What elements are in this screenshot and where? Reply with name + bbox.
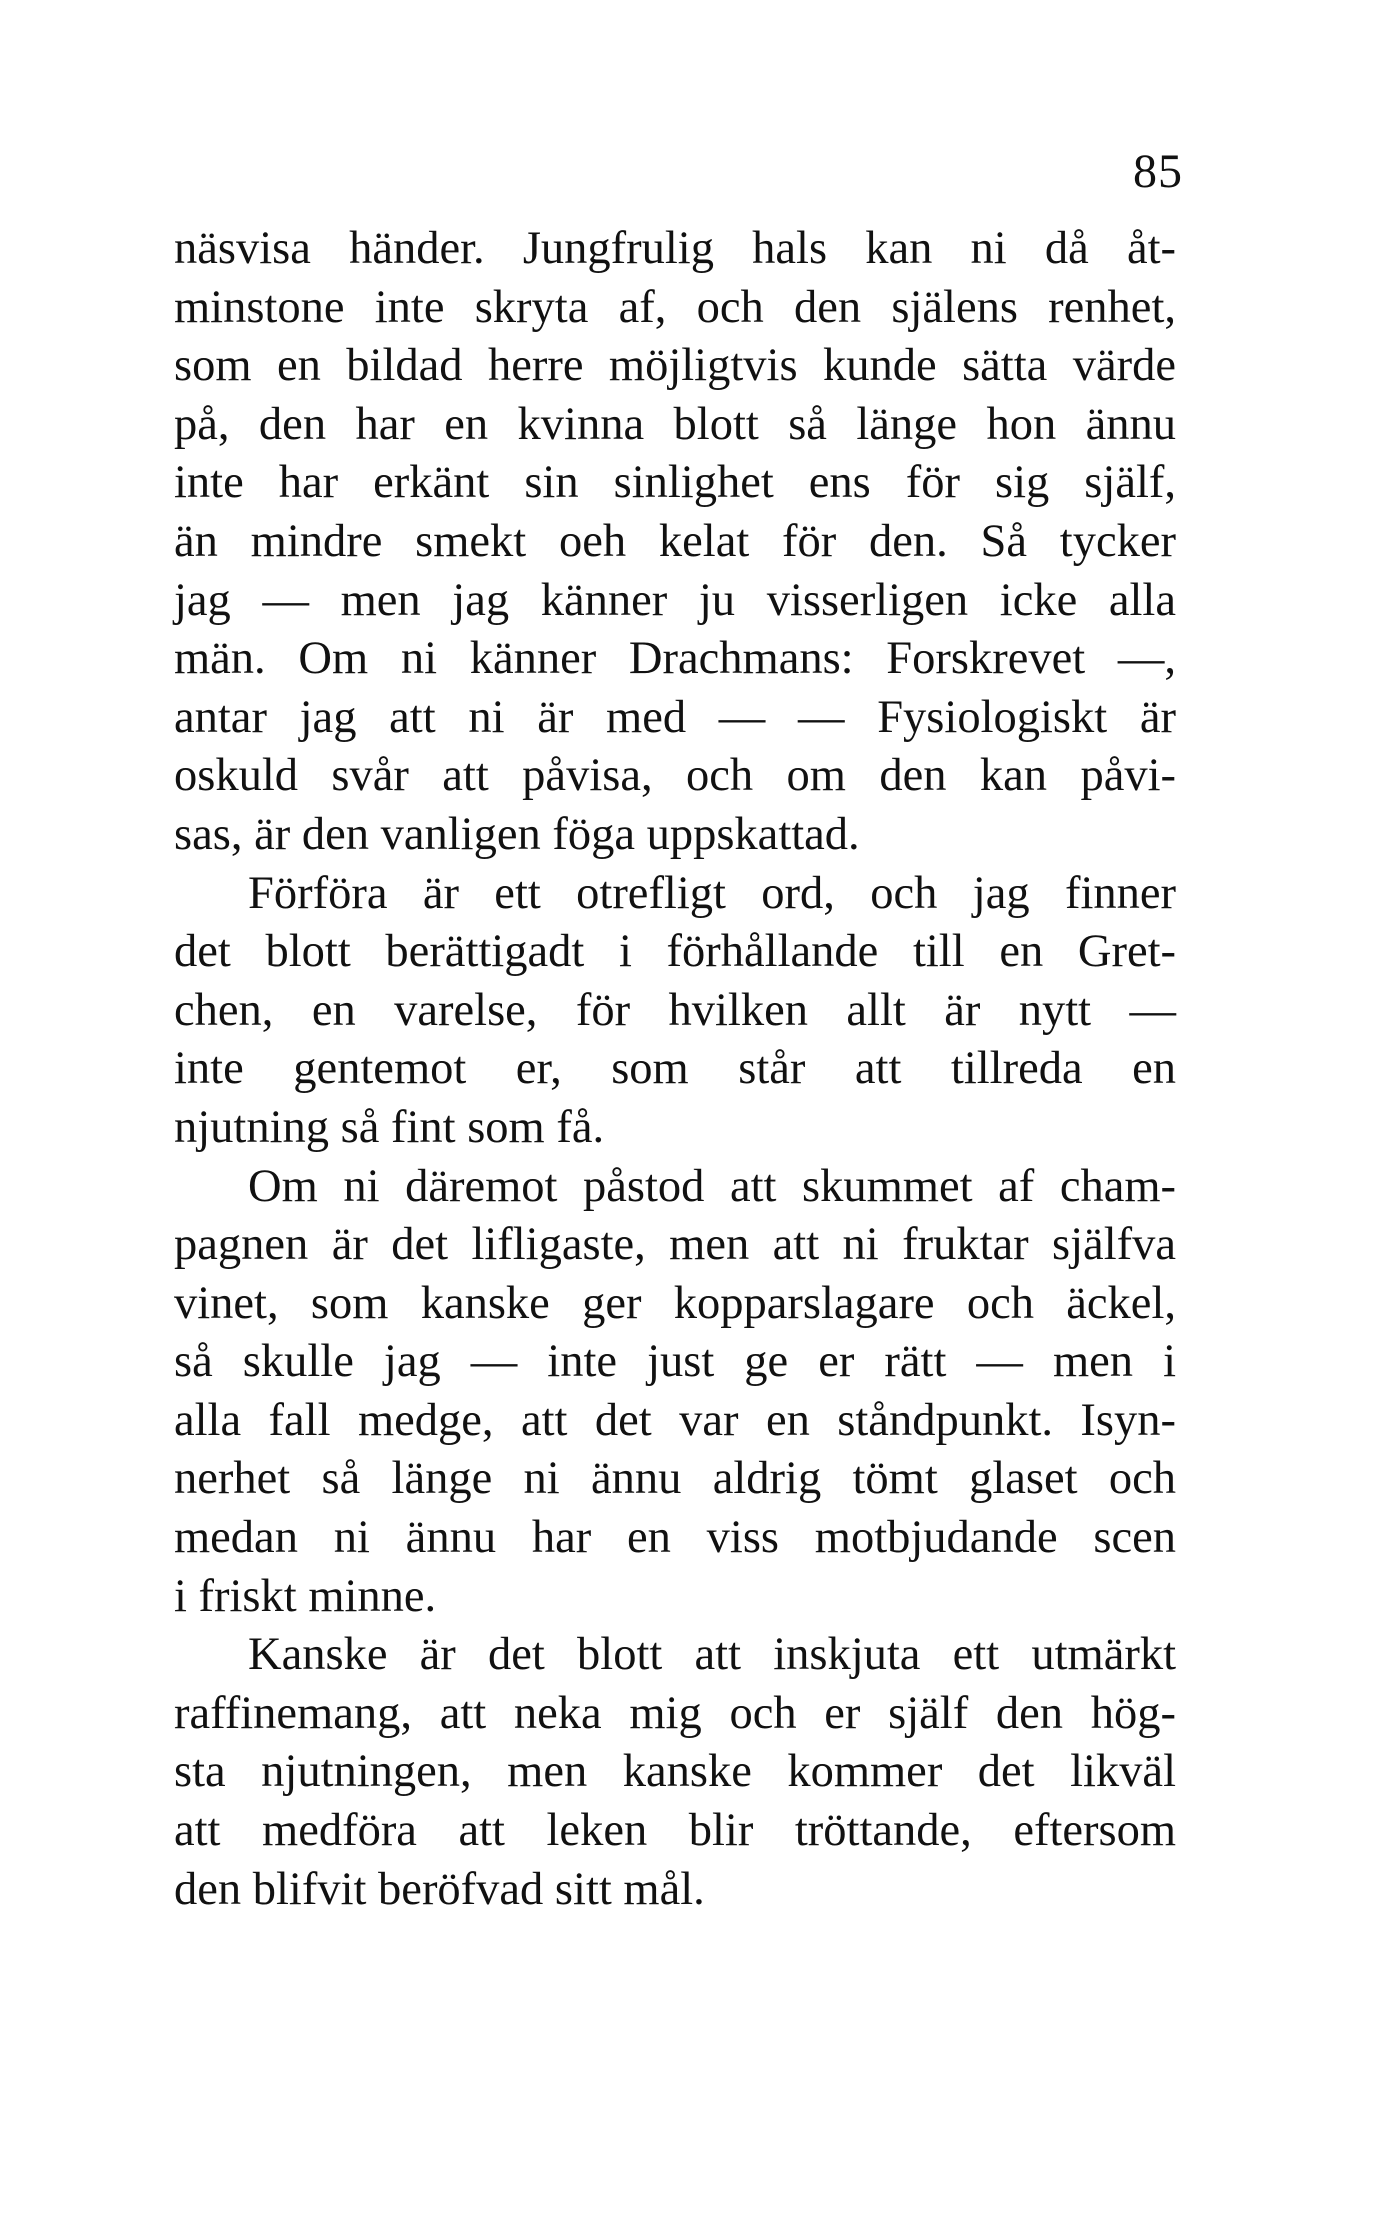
text-line: sas, är den vanligen föga uppskattad.	[174, 808, 860, 860]
text-line: i friskt minne.	[174, 1570, 437, 1622]
text-line: pagnen är det lifligaste, men att ni fruktar själfva	[174, 1219, 1176, 1271]
paragraph-3	[174, 1158, 1176, 1627]
text-line: män. Om ni känner Drachmans: Forskrevet —,	[174, 633, 1176, 685]
text-line: vinet, som kanske ger kopparslagare och äckel,	[174, 1277, 1176, 1329]
paragraph-4	[174, 1626, 1176, 1919]
text-line: Förföra är ett otrefligt ord, och jag finner	[248, 867, 1176, 919]
page-number: 85	[1133, 145, 1183, 198]
page-text	[174, 220, 1176, 1919]
text-line: på, den har en kvinna blott så länge hon ännu	[174, 398, 1176, 450]
paragraph-2	[174, 865, 1176, 1158]
text-line: raffinemang, att neka mig och er själf den hög-	[174, 1687, 1176, 1739]
text-line: minstone inte skryta af, och den själens renhet,	[174, 281, 1176, 333]
text-line: Om ni däremot påstod att skummet af cham-	[248, 1160, 1176, 1212]
text-line: medan ni ännu har en viss motbjudande scen	[174, 1512, 1176, 1564]
text-line: alla fall medge, att det var en ståndpunkt. Isyn-	[174, 1394, 1176, 1446]
text-line: oskuld svår att påvisa, och om den kan påvi-	[174, 750, 1176, 802]
text-line: njutning så fint som få.	[174, 1101, 605, 1153]
text-line: antar jag att ni är med — — Fysiologiskt är	[174, 691, 1176, 743]
text-line: att medföra att leken blir tröttande, eftersom	[174, 1805, 1176, 1857]
text-line: chen, en varelse, för hvilken allt är nytt —	[174, 984, 1176, 1036]
paragraph-1	[174, 220, 1176, 865]
text-line: det blott berättigadt i förhållande till en Gret-	[174, 926, 1176, 978]
text-line: nerhet så länge ni ännu aldrig tömt glaset och	[174, 1453, 1176, 1505]
text-line: näsvisa händer. Jungfrulig hals kan ni då åt-	[174, 223, 1176, 274]
text-line: så skulle jag — inte just ge er rätt — men i	[174, 1336, 1176, 1388]
text-line: sta njutningen, men kanske kommer det likväl	[174, 1746, 1176, 1798]
text-line: än mindre smekt oeh kelat för den. Så tycker	[174, 515, 1176, 567]
text-line: som en bildad herre möjligtvis kunde sätta värde	[174, 340, 1176, 392]
text-line: Kanske är det blott att inskjuta ett utmärkt	[248, 1629, 1176, 1681]
text-line: den blifvit beröfvad sitt mål.	[174, 1863, 705, 1915]
text-line: jag — men jag känner ju visserligen icke alla	[174, 574, 1176, 626]
text-line: inte gentemot er, som står att tillreda en	[174, 1043, 1176, 1095]
text-line: inte har erkänt sin sinlighet ens för sig själf,	[174, 457, 1176, 509]
